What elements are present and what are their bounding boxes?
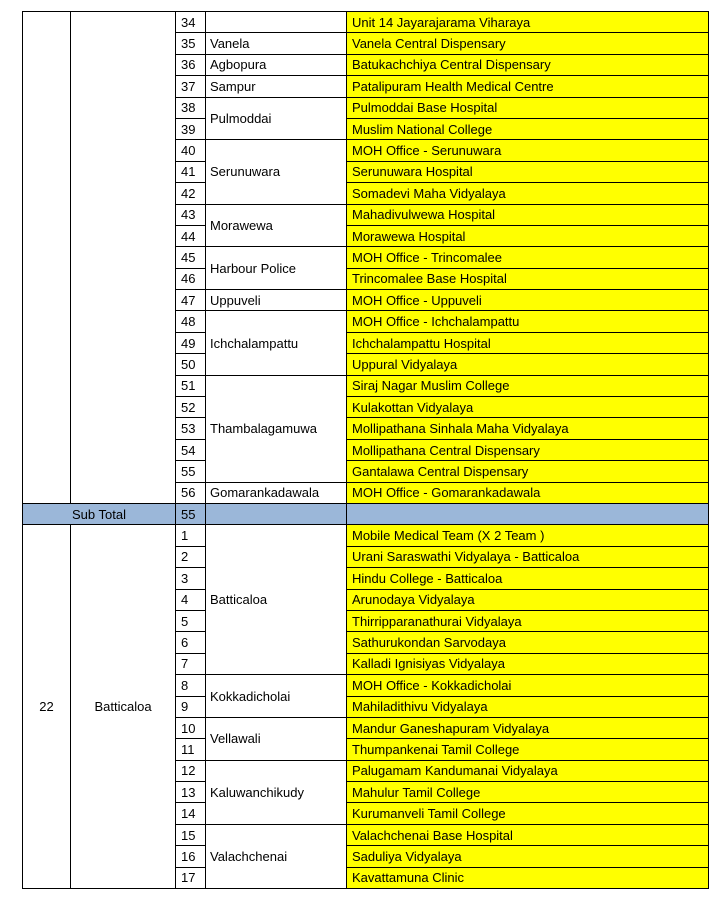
area-name [206, 12, 347, 33]
area-name: Kaluwanchikudy [206, 760, 347, 824]
row-number: 7 [176, 653, 206, 674]
center-name: Mahadivulwewa Hospital [347, 204, 709, 225]
row-number: 3 [176, 568, 206, 589]
row-number: 48 [176, 311, 206, 332]
row-number: 54 [176, 439, 206, 460]
center-name: Uppural Vidyalaya [347, 354, 709, 375]
center-name: Muslim National College [347, 118, 709, 139]
center-name: Mollipathana Sinhala Maha Vidyalaya [347, 418, 709, 439]
center-name: Serunuwara Hospital [347, 161, 709, 182]
row-number: 52 [176, 397, 206, 418]
row-number: 50 [176, 354, 206, 375]
row-number: 43 [176, 204, 206, 225]
center-name: Gantalawa Central Dispensary [347, 461, 709, 482]
area-name: Gomarankadawala [206, 482, 347, 503]
subtotal-empty [206, 503, 347, 524]
center-name: MOH Office - Serunuwara [347, 140, 709, 161]
subtotal-row [23, 503, 709, 524]
center-name: MOH Office - Ichchalampattu [347, 311, 709, 332]
row-number: 4 [176, 589, 206, 610]
center-name: MOH Office - Gomarankadawala [347, 482, 709, 503]
row-number: 55 [176, 461, 206, 482]
area-name: Harbour Police [206, 247, 347, 290]
center-name: Thumpankenai Tamil College [347, 739, 709, 760]
table-row [23, 12, 709, 33]
subtotal-value: 55 [176, 503, 206, 524]
center-name: Siraj Nagar Muslim College [347, 375, 709, 396]
center-name: Hindu College - Batticaloa [347, 568, 709, 589]
center-name: Kavattamuna Clinic [347, 867, 709, 888]
row-number: 9 [176, 696, 206, 717]
row-number: 6 [176, 632, 206, 653]
center-name: Palugamam Kandumanai Vidyalaya [347, 760, 709, 781]
center-name: Urani Saraswathi Vidyalaya - Batticaloa [347, 546, 709, 567]
area-name: Vellawali [206, 717, 347, 760]
center-name: Valachchenai Base Hospital [347, 824, 709, 845]
center-name: Vanela Central Dispensary [347, 33, 709, 54]
row-number: 51 [176, 375, 206, 396]
table-body [23, 12, 709, 889]
center-name: MOH Office - Kokkadicholai [347, 675, 709, 696]
row-number: 34 [176, 12, 206, 33]
center-name: Batukachchiya Central Dispensary [347, 54, 709, 75]
area-name: Vanela [206, 33, 347, 54]
center-name: Unit 14 Jayarajarama Viharaya [347, 12, 709, 33]
row-number: 10 [176, 717, 206, 738]
row-number: 36 [176, 54, 206, 75]
center-name: MOH Office - Uppuveli [347, 290, 709, 311]
row-number: 35 [176, 33, 206, 54]
district-number: 22 [23, 525, 71, 889]
row-number: 13 [176, 782, 206, 803]
center-name: MOH Office - Trincomalee [347, 247, 709, 268]
row-number: 37 [176, 76, 206, 97]
center-name: Kurumanveli Tamil College [347, 803, 709, 824]
area-name: Uppuveli [206, 290, 347, 311]
center-name: Mollipathana Central Dispensary [347, 439, 709, 460]
row-number: 8 [176, 675, 206, 696]
center-name: Kulakottan Vidyalaya [347, 397, 709, 418]
center-table [22, 11, 709, 889]
area-name: Ichchalampattu [206, 311, 347, 375]
row-number: 42 [176, 183, 206, 204]
center-name: Thirripparanathurai Vidyalaya [347, 610, 709, 631]
center-name: Mahiladithivu Vidyalaya [347, 696, 709, 717]
center-name: Mahulur Tamil College [347, 782, 709, 803]
area-name: Pulmoddai [206, 97, 347, 140]
row-number: 15 [176, 824, 206, 845]
row-number: 5 [176, 610, 206, 631]
center-name: Trincomalee Base Hospital [347, 268, 709, 289]
row-number: 17 [176, 867, 206, 888]
center-name: Somadevi Maha Vidyalaya [347, 183, 709, 204]
row-number: 40 [176, 140, 206, 161]
area-name: Serunuwara [206, 140, 347, 204]
row-number: 38 [176, 97, 206, 118]
row-number: 56 [176, 482, 206, 503]
area-name: Thambalagamuwa [206, 375, 347, 482]
district-number-cell [23, 12, 71, 504]
center-name: Saduliya Vidyalaya [347, 846, 709, 867]
row-number: 41 [176, 161, 206, 182]
row-number: 16 [176, 846, 206, 867]
subtotal-empty [347, 503, 709, 524]
subtotal-label: Sub Total [23, 503, 176, 524]
area-name: Kokkadicholai [206, 675, 347, 718]
area-name: Batticaloa [206, 525, 347, 675]
row-number: 1 [176, 525, 206, 546]
center-name: Ichchalampattu Hospital [347, 332, 709, 353]
area-name: Valachchenai [206, 824, 347, 888]
center-name: Morawewa Hospital [347, 225, 709, 246]
center-name: Mandur Ganeshapuram Vidyalaya [347, 717, 709, 738]
area-name: Morawewa [206, 204, 347, 247]
row-number: 44 [176, 225, 206, 246]
center-name: Pulmoddai Base Hospital [347, 97, 709, 118]
center-name: Mobile Medical Team (X 2 Team ) [347, 525, 709, 546]
row-number: 46 [176, 268, 206, 289]
center-name: Sathurukondan Sarvodaya [347, 632, 709, 653]
district-name-cell [71, 12, 176, 504]
district-name: Batticaloa [71, 525, 176, 889]
row-number: 14 [176, 803, 206, 824]
center-name: Arunodaya Vidyalaya [347, 589, 709, 610]
row-number: 39 [176, 118, 206, 139]
area-name: Agbopura [206, 54, 347, 75]
center-name: Patalipuram Health Medical Centre [347, 76, 709, 97]
center-name: Kalladi Ignisiyas Vidyalaya [347, 653, 709, 674]
row-number: 47 [176, 290, 206, 311]
row-number: 11 [176, 739, 206, 760]
row-number: 12 [176, 760, 206, 781]
area-name: Sampur [206, 76, 347, 97]
row-number: 2 [176, 546, 206, 567]
row-number: 49 [176, 332, 206, 353]
row-number: 53 [176, 418, 206, 439]
row-number: 45 [176, 247, 206, 268]
table-row [23, 525, 709, 546]
